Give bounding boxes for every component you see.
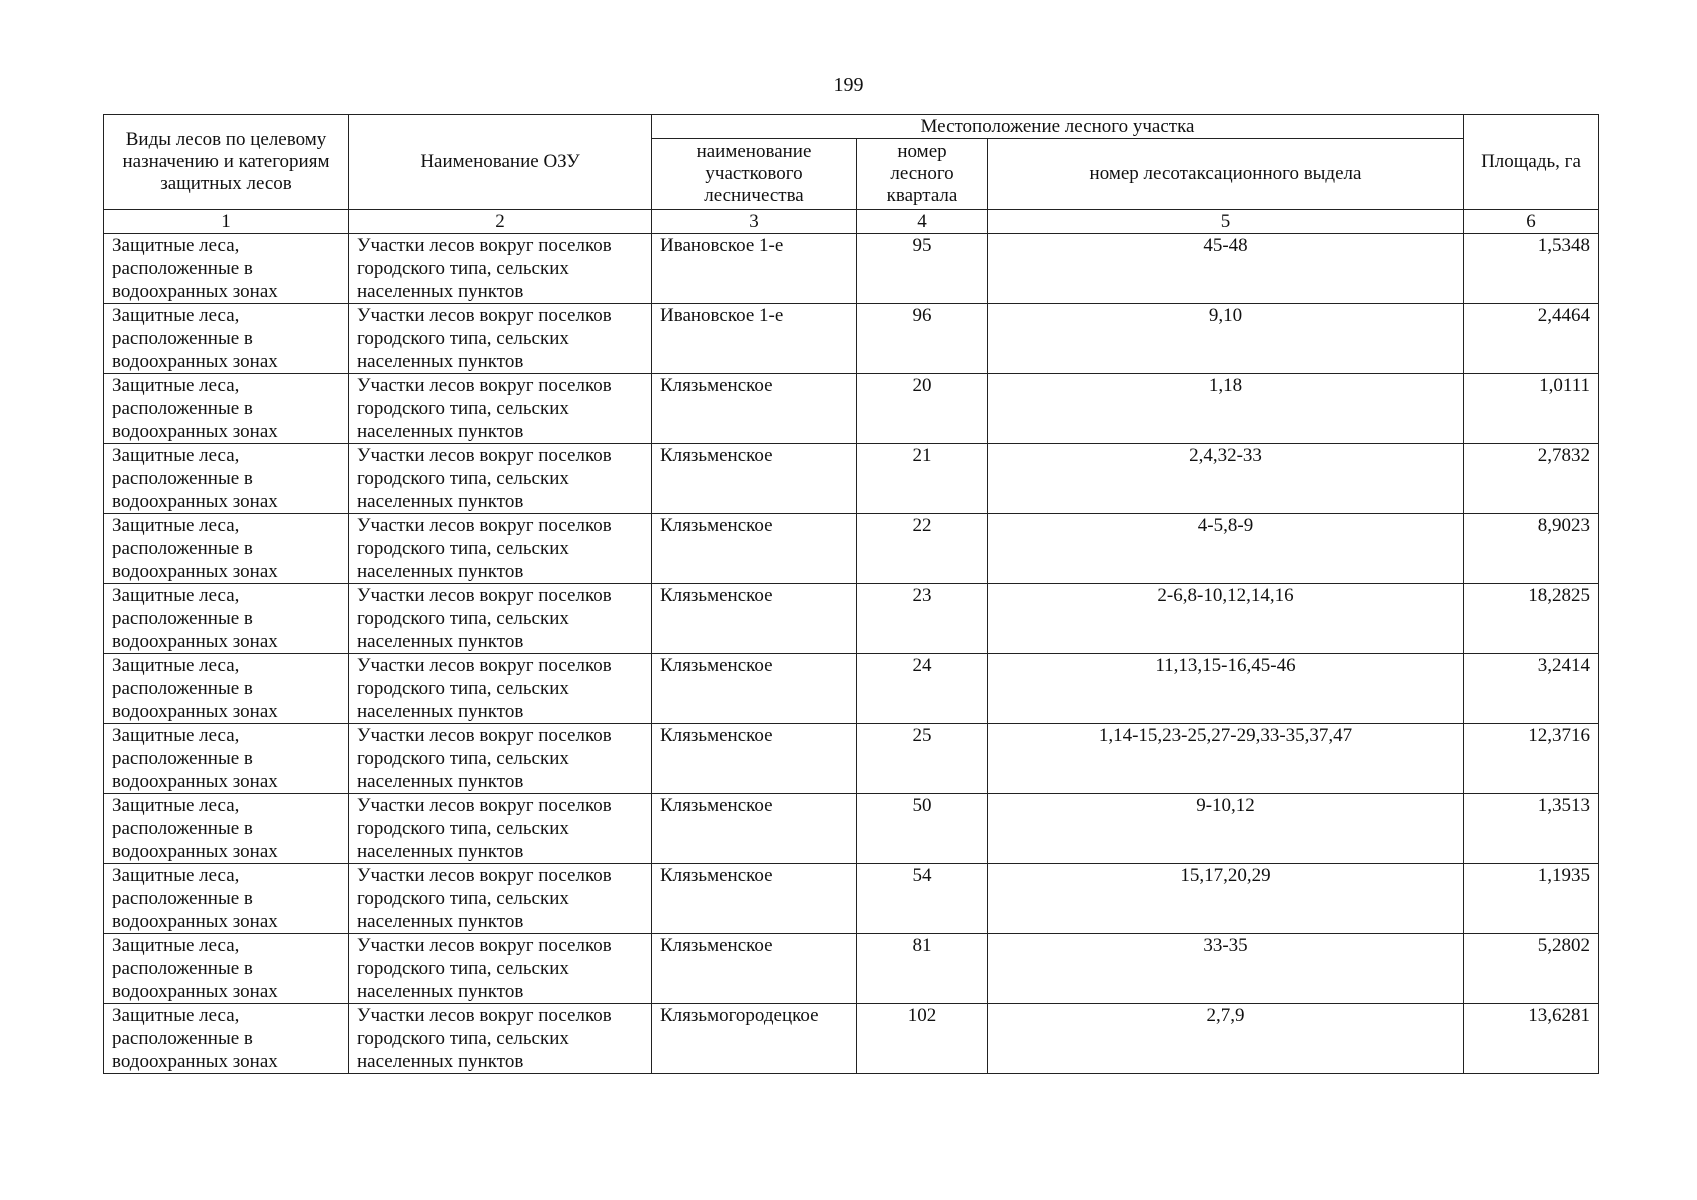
cell-forest-type: Защитные леса, расположенные в водоохранных зонах [104,934,349,1004]
cell-forestry-name: Ивановское 1-е [652,234,857,304]
cell-area: 1,0111 [1464,374,1599,444]
cell-vydel-number: 2,4,32-33 [988,444,1464,514]
table-row [104,1004,1599,1074]
cell-forest-type: Защитные леса, расположенные в водоохранных зонах [104,794,349,864]
cell-forestry-name: Клязьменское [652,864,857,934]
header-row-top [104,115,1599,139]
forest-plots-table [103,114,1599,1074]
cell-vydel-number: 1,14-15,23-25,27-29,33-35,37,47 [988,724,1464,794]
cell-area: 2,7832 [1464,444,1599,514]
cell-vydel-number: 2-6,8-10,12,14,16 [988,584,1464,654]
column-number: 6 [1464,210,1599,234]
cell-vydel-number: 9,10 [988,304,1464,374]
cell-area: 12,3716 [1464,724,1599,794]
table-row [104,794,1599,864]
cell-kvartal-number: 81 [857,934,988,1004]
cell-forestry-name: Клязьменское [652,724,857,794]
cell-forest-type: Защитные леса, расположенные в водоохранных зонах [104,1004,349,1074]
cell-vydel-number: 2,7,9 [988,1004,1464,1074]
cell-forest-type: Защитные леса, расположенные в водоохранных зонах [104,724,349,794]
cell-kvartal-number: 21 [857,444,988,514]
column-number: 2 [349,210,652,234]
column-number: 4 [857,210,988,234]
cell-forestry-name: Клязьменское [652,934,857,1004]
cell-kvartal-number: 22 [857,514,988,584]
cell-area: 8,9023 [1464,514,1599,584]
cell-area: 1,5348 [1464,234,1599,304]
cell-ozu-name: Участки лесов вокруг поселков городского типа, сельских населенных пунктов [349,374,652,444]
table-row [104,514,1599,584]
table-row [104,934,1599,1004]
cell-forestry-name: Ивановское 1-е [652,304,857,374]
cell-kvartal-number: 54 [857,864,988,934]
cell-ozu-name: Участки лесов вокруг поселков городского типа, сельских населенных пунктов [349,864,652,934]
cell-area: 13,6281 [1464,1004,1599,1074]
cell-kvartal-number: 102 [857,1004,988,1074]
cell-ozu-name: Участки лесов вокруг поселков городского типа, сельских населенных пунктов [349,234,652,304]
table-row [104,864,1599,934]
cell-ozu-name: Участки лесов вокруг поселков городского типа, сельских населенных пунктов [349,1004,652,1074]
cell-vydel-number: 4-5,8-9 [988,514,1464,584]
cell-kvartal-number: 24 [857,654,988,724]
cell-kvartal-number: 23 [857,584,988,654]
page-number: 199 [833,74,864,96]
cell-area: 3,2414 [1464,654,1599,724]
cell-forest-type: Защитные леса, расположенные в водоохранных зонах [104,234,349,304]
header-ozu-name: Наименование ОЗУ [349,115,652,210]
table-row [104,584,1599,654]
cell-kvartal-number: 95 [857,234,988,304]
cell-ozu-name: Участки лесов вокруг поселков городского типа, сельских населенных пунктов [349,444,652,514]
table-body [104,234,1599,1074]
column-number: 3 [652,210,857,234]
header-vydel-number: номер лесотаксационного выдела [988,139,1464,210]
cell-forest-type: Защитные леса, расположенные в водоохранных зонах [104,514,349,584]
cell-forest-type: Защитные леса, расположенные в водоохранных зонах [104,654,349,724]
cell-forest-type: Защитные леса, расположенные в водоохранных зонах [104,864,349,934]
cell-area: 1,1935 [1464,864,1599,934]
cell-vydel-number: 45-48 [988,234,1464,304]
cell-forestry-name: Клязьменское [652,444,857,514]
cell-kvartal-number: 20 [857,374,988,444]
cell-forestry-name: Клязьмогородецкое [652,1004,857,1074]
cell-forestry-name: Клязьменское [652,794,857,864]
table-row [104,724,1599,794]
cell-vydel-number: 1,18 [988,374,1464,444]
cell-ozu-name: Участки лесов вокруг поселков городского типа, сельских населенных пунктов [349,794,652,864]
cell-forest-type: Защитные леса, расположенные в водоохранных зонах [104,304,349,374]
header-forest-type: Виды лесов по целевому назначению и категориям защитных лесов [104,115,349,210]
cell-forestry-name: Клязьменское [652,514,857,584]
header-kvartal-number: номер лесного квартала [857,139,988,210]
table-row [104,304,1599,374]
table-header [104,115,1599,234]
header-location-group: Местоположение лесного участка [652,115,1464,139]
cell-ozu-name: Участки лесов вокруг поселков городского типа, сельских населенных пунктов [349,654,652,724]
cell-area: 2,4464 [1464,304,1599,374]
cell-ozu-name: Участки лесов вокруг поселков городского типа, сельских населенных пунктов [349,514,652,584]
cell-forestry-name: Клязьменское [652,654,857,724]
table-row [104,374,1599,444]
cell-area: 18,2825 [1464,584,1599,654]
cell-ozu-name: Участки лесов вокруг поселков городского типа, сельских населенных пунктов [349,304,652,374]
cell-forest-type: Защитные леса, расположенные в водоохранных зонах [104,584,349,654]
cell-forest-type: Защитные леса, расположенные в водоохранных зонах [104,444,349,514]
cell-kvartal-number: 25 [857,724,988,794]
table-row [104,654,1599,724]
table-row [104,234,1599,304]
cell-forest-type: Защитные леса, расположенные в водоохранных зонах [104,374,349,444]
cell-ozu-name: Участки лесов вокруг поселков городского типа, сельских населенных пунктов [349,934,652,1004]
cell-forestry-name: Клязьменское [652,584,857,654]
cell-kvartal-number: 50 [857,794,988,864]
cell-area: 1,3513 [1464,794,1599,864]
column-number-row [104,210,1599,234]
cell-area: 5,2802 [1464,934,1599,1004]
cell-forestry-name: Клязьменское [652,374,857,444]
cell-vydel-number: 11,13,15-16,45-46 [988,654,1464,724]
cell-kvartal-number: 96 [857,304,988,374]
cell-vydel-number: 33-35 [988,934,1464,1004]
cell-vydel-number: 15,17,20,29 [988,864,1464,934]
cell-ozu-name: Участки лесов вокруг поселков городского типа, сельских населенных пунктов [349,584,652,654]
column-number: 5 [988,210,1464,234]
header-area: Площадь, га [1464,115,1599,210]
cell-vydel-number: 9-10,12 [988,794,1464,864]
column-number: 1 [104,210,349,234]
table-row [104,444,1599,514]
cell-ozu-name: Участки лесов вокруг поселков городского типа, сельских населенных пунктов [349,724,652,794]
header-forestry-name: наименование участкового лесничества [652,139,857,210]
